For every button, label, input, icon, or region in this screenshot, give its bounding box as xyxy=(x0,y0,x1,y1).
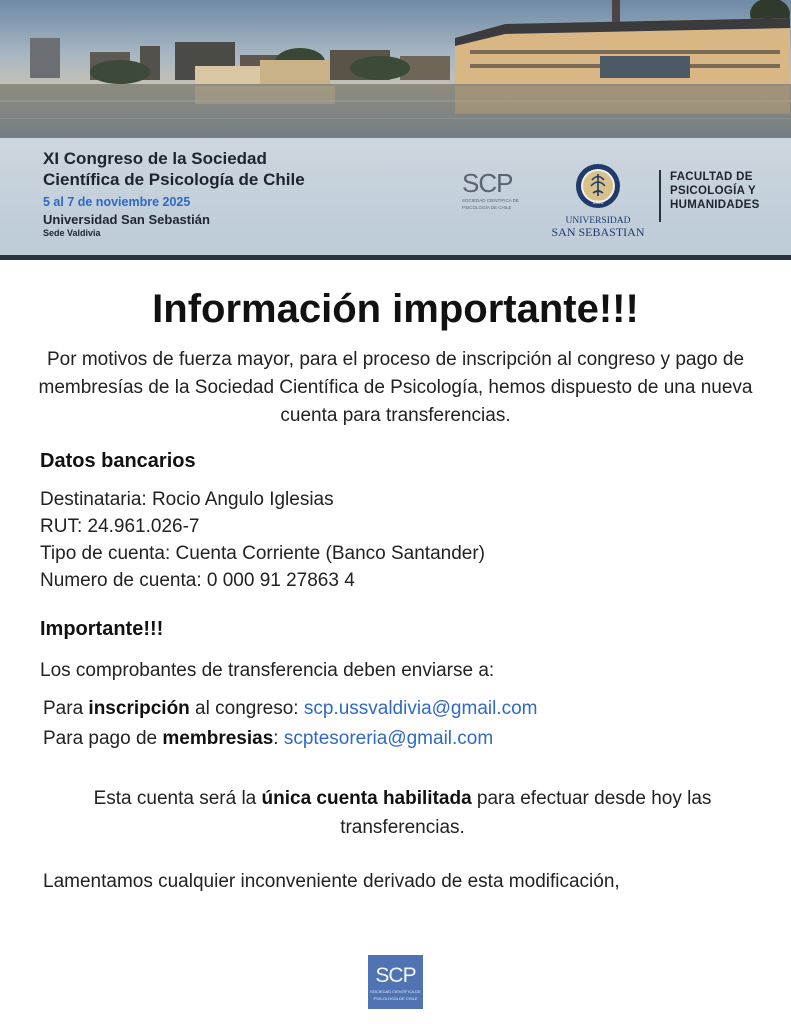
congress-title-line2: Científica de Psicología de Chile xyxy=(43,170,305,189)
congress-campus: Sede Valdivia xyxy=(43,228,101,238)
registration-middle: al congreso: xyxy=(189,698,304,719)
faculty-line-1: FACULTAD DE xyxy=(670,171,753,183)
uss-seal-year: 1989 xyxy=(592,200,604,206)
congress-title-line1: XI Congreso de la Sociedad xyxy=(43,149,267,168)
scp-footer-subtitle-1: SOCIEDAD CIENTÍFICA DE xyxy=(370,989,421,994)
scp-logo-mark: SCP xyxy=(462,168,513,198)
uss-logo-name-2: SAN SEBASTIAN xyxy=(551,225,645,239)
faculty-line-2: PSICOLOGÍA Y xyxy=(670,185,757,197)
uss-logo xyxy=(548,163,648,239)
header-banner xyxy=(0,0,791,260)
scp-footer-subtitle-2: PSICOLOGÍA DE CHILE xyxy=(373,995,418,1001)
scp-footer-mark: SCP xyxy=(375,964,416,987)
receipts-note: Los comprobantes de transferencia deben enviarse a: xyxy=(40,660,495,681)
bank-account-number: Numero de cuenta: 0 000 91 27863 4 xyxy=(40,570,355,591)
membership-middle: : xyxy=(273,728,284,749)
bank-recipient: Destinataria: Rocio Angulo Iglesias xyxy=(40,489,334,510)
bank-account-type: Tipo de cuenta: Cuenta Corriente (Banco Santander) xyxy=(40,543,486,564)
apology-text: Lamentamos cualquier inconveniente derivado de esta modificación, xyxy=(43,871,620,892)
bank-rut: RUT: 24.961.026-7 xyxy=(40,516,200,537)
closing-prefix: Esta cuenta será la xyxy=(93,788,262,809)
bank-details-title: Datos bancarios xyxy=(40,450,196,472)
congress-dates: 5 al 7 de noviembre 2025 xyxy=(43,195,191,209)
scp-logo-subtitle-1: SOCIEDAD CIENTÍFICA DE xyxy=(462,198,520,203)
banner-bottom-border xyxy=(0,255,791,260)
membership-bold: membresias xyxy=(162,728,274,749)
closing-paragraph xyxy=(30,784,775,842)
closing-suffix: para efectuar desde hoy las transferencias. xyxy=(340,788,712,838)
scp-logo xyxy=(462,170,524,216)
intro-paragraph: Por motivos de fuerza mayor, para el proceso de inscripción al congreso y pago de membresías de la Sociedad Científica de Psicología, hemos dispuesto de una nueva cuenta para transferencias. xyxy=(38,349,753,426)
membership-email-link[interactable]: scptesoreria@gmail.com xyxy=(283,728,494,749)
faculty-line-3: HUMANIDADES xyxy=(670,199,760,211)
important-title: Importante!!! xyxy=(40,618,164,640)
uss-seal-icon xyxy=(575,163,621,209)
bank-details xyxy=(40,486,760,594)
registration-bold: inscripción xyxy=(88,698,190,719)
congress-info xyxy=(43,148,305,238)
registration-email-line xyxy=(43,695,538,722)
uss-logo-name-1: UNIVERSIDAD xyxy=(565,216,631,226)
faculty-logo xyxy=(670,170,788,212)
scp-footer-logo xyxy=(368,955,423,1009)
page-title: Información importante!!! xyxy=(152,287,639,331)
congress-university: Universidad San Sebastián xyxy=(43,212,210,227)
registration-email-link[interactable]: scp.ussvaldivia@gmail.com xyxy=(303,698,538,719)
faculty-divider xyxy=(659,170,661,222)
membership-email-line xyxy=(43,725,493,752)
membership-prefix: Para pago de xyxy=(43,728,163,749)
scp-logo-subtitle-2: PSICOLOGÍA DE CHILE xyxy=(462,205,512,210)
closing-bold: única cuenta habilitada xyxy=(261,788,472,809)
registration-prefix: Para xyxy=(43,698,89,719)
